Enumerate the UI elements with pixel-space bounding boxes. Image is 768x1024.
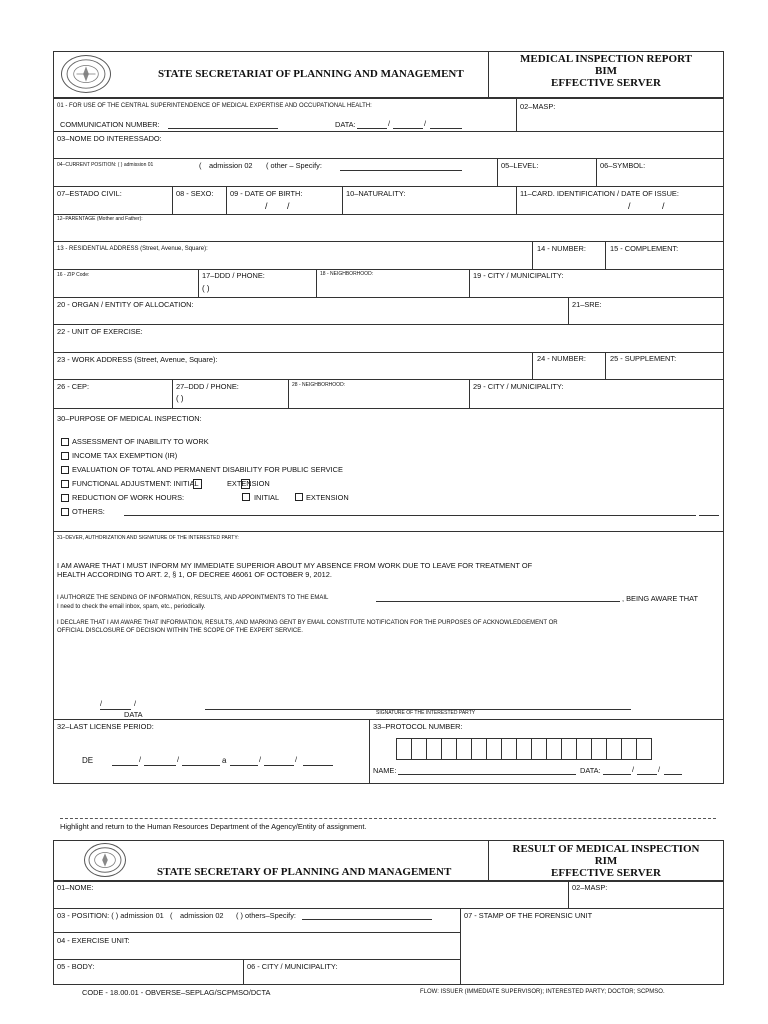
zip-code-label: 16 - ZIP Code: [57,272,90,278]
license-from-label: DE [82,756,94,765]
option-income-tax-label: INCOME TAX EXEMPTION (IR) [72,451,178,460]
license-separator: / [177,755,180,764]
others-input-end[interactable] [699,515,719,516]
signature-date-separator: / [134,699,137,708]
license-separator: / [139,755,142,764]
communication-number-label: COMMUNICATION NUMBER: [60,120,160,129]
sex-label: 08 - SEXO: [176,189,214,198]
issue-date-separator: / [628,201,631,211]
report-line: EFFECTIVE SERVER [551,77,661,89]
forensic-stamp-label: 07 - STAMP OF THE FORENSIC UNIT [464,911,593,920]
checkbox-icon[interactable] [61,480,69,488]
purpose-label: 30–PURPOSE OF MEDICAL INSPECTION: [57,414,202,423]
work-phone-area-code: ( ) [176,394,184,403]
license-to-label: a [222,756,227,765]
result-report-line: EFFECTIVE SERVER [551,867,661,879]
option-functional-extension-label: EXTENSION [227,479,270,488]
id-card-label: 11–CARD. IDENTIFICATION / DATE OF ISSUE: [520,189,679,198]
license-separator: / [295,755,298,764]
form-flow: FLOW: ISSUER (IMMEDIATE SUPERVISOR); INTERESTED PARTY; DOCTOR; SCPMSO. [420,989,665,995]
option-inability-label: ASSESSMENT OF INABILITY TO WORK [72,437,209,446]
symbol-label: 06–SYMBOL: [600,161,646,170]
signature-label: SIGNATURE OF THE INTERESTED PARTY [376,710,476,716]
checkbox-icon[interactable] [193,479,202,489]
last-license-label: 32–LAST LICENSE PERIOD: [57,722,154,731]
birth-date-separator: / [265,201,268,211]
checkbox-icon[interactable] [61,452,69,460]
protocol-number-label: 33–PROTOCOL NUMBER: [373,722,463,731]
date-year-input[interactable] [430,128,462,129]
email-input[interactable] [376,601,620,602]
email-authorization-text: I AUTHORIZE THE SENDING OF INFORMATION, RESULTS, AND APPOINTMENTS TO THE EMAIL [57,595,329,601]
result-name-label: 01–NOME: [57,883,94,892]
field-01-label: 01 - FOR USE OF THE CENTRAL SUPERINTENDENCE OF MEDICAL EXPERTISE AND OCCUPATIONAL HEALTH: [57,103,372,109]
notification-declaration-text: OFFICIAL DISCLOSURE OF DECISION WITHIN THE SCOPE OF THE EXPERT SERVICE. [57,628,303,634]
declaration-text: HEALTH ACCORDING TO ART. 2, § 1, OF DECREE 46061 OF OCTOBER 9, 2012. [57,570,332,579]
result-position-other-label: ( ) others–Specify: [236,911,296,920]
sre-label: 21–SRE: [572,300,602,309]
protocol-name-input[interactable] [398,774,576,775]
date-day-input[interactable] [357,128,387,129]
result-report-title [490,843,722,879]
residential-address-label: 13 - RESIDENTIAL ADDRESS (Street, Avenue, Square): [57,246,208,252]
protocol-cell[interactable] [426,738,442,760]
work-number-label: 24 - NUMBER: [537,354,586,363]
protocol-date-month[interactable] [637,774,657,775]
admission-02-option[interactable]: admission 02 [209,161,253,170]
checkbox-icon[interactable] [61,466,69,474]
license-from-day[interactable] [112,765,138,766]
checkbox-icon[interactable] [241,479,250,489]
result-header-divider [488,840,489,881]
interested-name-label: 03–NOME DO INTERESSADO: [57,134,162,143]
level-label: 05–LEVEL: [501,161,539,170]
number-label: 14 - NUMBER: [537,244,586,253]
declaration-label: 31–DEVER, AUTHORIZATION AND SIGNATURE OF THE INTERESTED PARTY: [57,535,239,541]
header-divider [488,51,489,98]
protocol-cell[interactable] [606,738,622,760]
result-masp-label: 02–MASP: [572,883,608,892]
protocol-cell[interactable] [486,738,502,760]
protocol-date-separator: / [632,765,635,774]
result-body-label: 05 - BODY: [57,962,95,971]
coat-of-arms-icon [61,55,111,93]
result-report-line: RESULT OF MEDICAL INSPECTION [512,843,700,855]
organ-entity-label: 20 - ORGAN / ENTITY OF ALLOCATION: [57,300,194,309]
phone-label: 17–DDD / PHONE: [202,271,265,280]
notification-declaration-text: I DECLARE THAT I AM AWARE THAT INFORMATION, RESULTS, AND MARKING GENT BY EMAIL CONSTITUTE NOTIFICATION FOR THE PURPOSES OF ACKNOWLEDGEMENT OR [57,620,558,626]
result-form [53,881,724,985]
protocol-cell[interactable] [441,738,457,760]
birth-date-separator: / [287,201,290,211]
protocol-cell[interactable] [396,738,412,760]
communication-number-input[interactable] [168,128,278,129]
protocol-cell[interactable] [591,738,607,760]
protocol-cell[interactable] [636,738,652,760]
result-page-title: STATE SECRETARY OF PLANNING AND MANAGEMENT [157,866,452,878]
date-separator: / [388,119,391,128]
neighborhood-label: 18 - NEIGHBORHOOD: [320,271,374,277]
signature-date-label: DATA [124,710,143,719]
date-separator: / [424,119,427,128]
unit-of-exercise-label: 22 - UNIT OF EXERCISE: [57,327,143,336]
protocol-cell[interactable] [456,738,472,760]
complement-label: 15 - COMPLEMENT: [610,244,679,253]
masp-label: 02–MASP: [520,102,556,111]
naturality-label: 10–NATURALITY: [346,189,406,198]
date-month-input[interactable] [393,128,423,129]
protocol-date-day[interactable] [603,774,631,775]
position-paren: ( [199,161,202,170]
position-other-input[interactable] [340,170,462,171]
page-title: STATE SECRETARIAT OF PLANNING AND MANAGEMENT [158,68,464,80]
license-to-month[interactable] [264,765,294,766]
license-to-year[interactable] [303,765,333,766]
parentage-label: 12–PARENTAGE (Mother and Father): [57,216,143,222]
result-report-line: RIM [594,855,618,867]
result-exercise-unit-label: 04 - EXERCISE UNIT: [57,936,130,945]
cut-line [60,818,716,819]
license-from-year[interactable] [182,765,220,766]
email-authorization-text: I need to check the email inbox, spam, etc., periodically. [57,604,206,610]
protocol-cell[interactable] [411,738,427,760]
protocol-cell[interactable] [546,738,562,760]
result-position-label: 03 - POSITION: ( ) admission 01 [57,911,164,920]
work-city-label: 29 - CITY / MUNICIPALITY: [473,382,564,391]
option-functional-label: FUNCTIONAL ADJUSTMENT: INITIAL [72,479,199,488]
return-instruction: Highlight and return to the Human Resources Department of the Agency/Entity of assignment. [60,822,367,831]
checkbox-icon[interactable] [295,493,303,501]
protocol-cell[interactable] [576,738,592,760]
protocol-cell[interactable] [471,738,487,760]
work-neighborhood-label: 28 - NEIGHBORHOOD: [292,382,346,388]
result-position-other-input[interactable] [302,919,432,920]
protocol-cell[interactable] [621,738,637,760]
position-other-label: ( other – Specify: [266,161,322,170]
form-code: CODE - 18.00.01 - OBVERSE–SEPLAG/SCPMSO/DCTA [82,988,271,997]
current-position-label: 04–CURRENT POSITION: ( ) admission 01 [57,162,154,168]
report-line: BIM [595,65,617,77]
license-from-month[interactable] [144,765,176,766]
others-input[interactable] [124,515,696,516]
protocol-cell[interactable] [501,738,517,760]
report-title [490,53,722,89]
work-phone-label: 27–DDD / PHONE: [176,382,239,391]
issue-date-separator: / [662,201,665,211]
result-city-label: 06 - CITY / MUNICIPALITY: [247,962,338,971]
license-to-day[interactable] [230,765,258,766]
license-separator: / [259,755,262,764]
option-reduction-label: REDUCTION OF WORK HOURS: [72,493,185,502]
protocol-cell[interactable] [561,738,577,760]
coat-of-arms-icon [84,843,126,877]
declaration-text: I AM AWARE THAT I MUST INFORM MY IMMEDIATE SUPERIOR ABOUT MY ABSENCE FROM WORK DUE TO LEAVE FOR TREATMENT OF [57,561,533,570]
data-label: DATA: [335,120,356,129]
birth-date-label: 09 - DATE OF BIRTH: [230,189,303,198]
work-address-label: 23 - WORK ADDRESS (Street, Avenue, Square): [57,355,218,364]
civil-status-label: 07–ESTADO CIVIL: [57,189,122,198]
option-reduction-extension-label: EXTENSION [306,493,349,502]
checkbox-icon[interactable] [61,508,69,516]
supplement-label: 25 - SUPPLEMENT: [610,354,677,363]
signature-date-separator: / [100,699,103,708]
checkbox-icon[interactable] [61,438,69,446]
phone-area-code: ( ) [202,284,210,293]
protocol-cell[interactable] [516,738,532,760]
city-label: 19 - CITY / MUNICIPALITY: [473,271,564,280]
protocol-date-year[interactable] [664,774,682,775]
result-admission-02-option[interactable]: admission 02 [180,911,224,920]
checkbox-icon[interactable] [61,494,69,502]
option-others-label: OTHERS: [72,507,105,516]
protocol-date-label: DATA: [580,766,601,775]
option-reduction-initial-label: INITIAL [254,493,280,502]
protocol-date-separator: / [658,765,661,774]
option-disability-label: EVALUATION OF TOTAL AND PERMANENT DISABILITY FOR PUBLIC SERVICE [72,465,343,474]
protocol-cell[interactable] [531,738,547,760]
report-line: MEDICAL INSPECTION REPORT [520,53,692,65]
email-authorization-suffix: , BEING AWARE THAT [622,594,698,603]
protocol-name-label: NAME: [373,766,397,775]
result-position-paren: ( [170,911,173,920]
cep-label: 26 - CEP: [57,382,90,391]
checkbox-icon[interactable] [242,493,250,501]
